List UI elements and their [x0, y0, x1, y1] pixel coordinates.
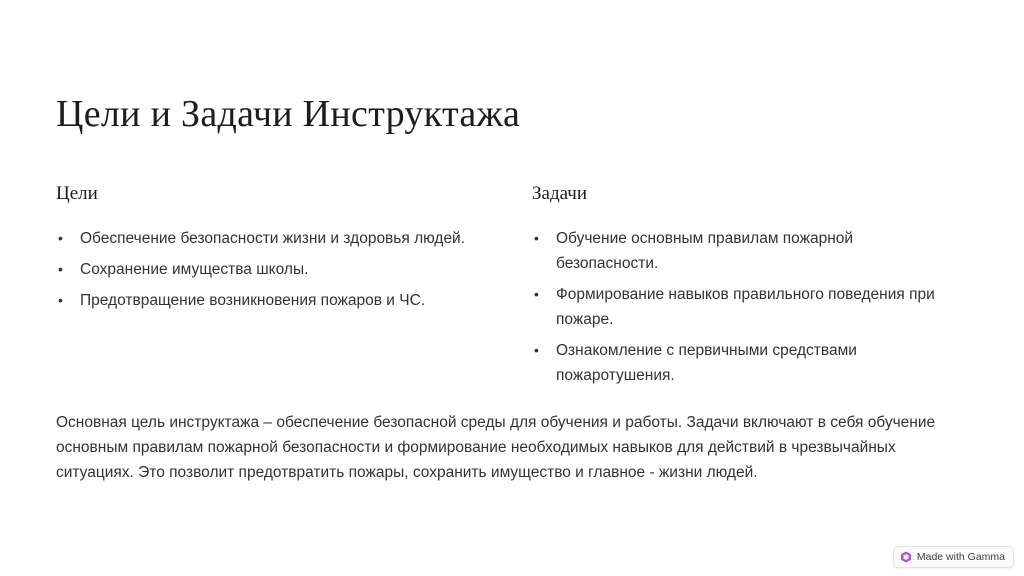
- bullet-dot-icon: •: [58, 292, 63, 308]
- list-item: [56, 288, 476, 313]
- goals-column: [56, 182, 476, 319]
- bullet-dot-icon: •: [534, 230, 539, 246]
- list-item: [56, 257, 476, 282]
- goals-heading: Цели: [56, 183, 98, 204]
- bullet-dot-icon: •: [58, 261, 63, 277]
- list-item-text: Предотвращение возникновения пожаров и ЧС.: [80, 292, 426, 309]
- badge-label: Made with Gamma: [916, 551, 1005, 563]
- tasks-heading: Задачи: [532, 183, 588, 204]
- summary-paragraph: Основная цель инструктажа – обеспечение безопасной среды для обучения и работы. Задачи включают в себя обучение основным правилам пожарной безопасности и формирование необходимых навыков для действий в чрезвычайных ситуациях. Это позволит предотвратить пожары, сохранить имущество и главное - жизни людей.: [56, 414, 936, 481]
- list-item: [532, 226, 952, 276]
- tasks-list: [532, 226, 952, 388]
- bullet-dot-icon: •: [534, 342, 539, 358]
- list-item-text: Обучение основным правилам пожарной безопасности.: [556, 230, 854, 272]
- list-item-text: Сохранение имущества школы.: [80, 261, 309, 278]
- bullet-dot-icon: •: [58, 230, 63, 246]
- goals-list: [56, 226, 476, 313]
- bullet-dot-icon: •: [534, 286, 539, 302]
- made-with-gamma-badge[interactable]: [893, 546, 1014, 568]
- tasks-column: [532, 182, 952, 394]
- slide-title: Цели и Задачи Инструктажа: [56, 93, 521, 135]
- list-item: [532, 282, 952, 332]
- list-item-text: Формирование навыков правильного поведения при пожаре.: [556, 286, 935, 328]
- list-item-text: Ознакомление с первичными средствами пожаротушения.: [556, 342, 857, 384]
- list-item: [532, 338, 952, 388]
- list-item: [56, 226, 476, 251]
- gamma-logo-icon: [900, 551, 912, 563]
- list-item-text: Обеспечение безопасности жизни и здоровья людей.: [80, 230, 466, 247]
